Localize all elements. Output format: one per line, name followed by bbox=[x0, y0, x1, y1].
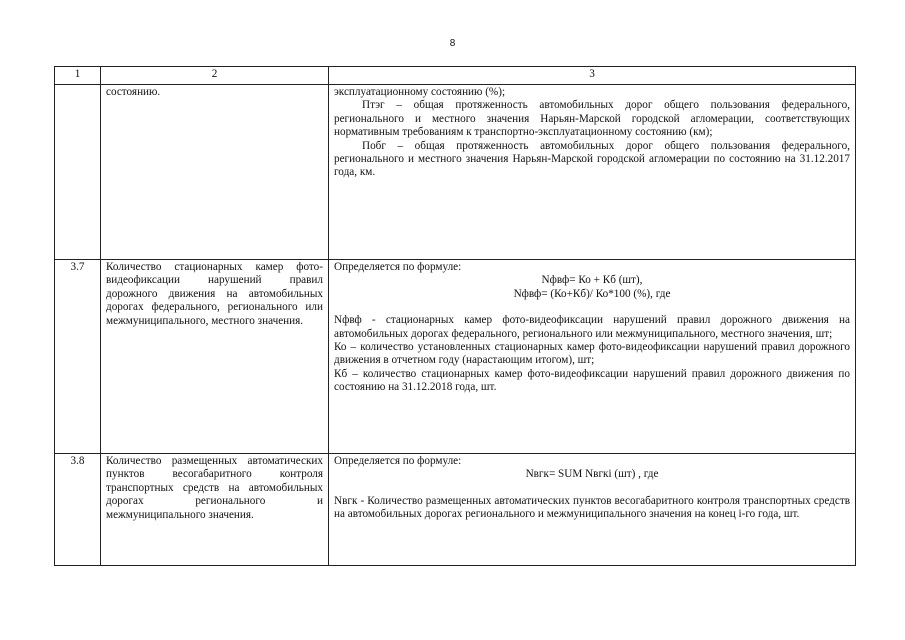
table-row bbox=[55, 260, 856, 454]
indicator-name: Количество размещенных автоматических пунктов весогабаритного контроля транспортных средств на автомобильных дорогах регионального и межмуниципального значения. bbox=[101, 454, 329, 566]
spacer bbox=[334, 482, 850, 495]
page-number: 8 bbox=[449, 38, 456, 49]
indicator-name: Количество стационарных камер фото-видеофиксации нарушений правил дорожного движения на автомобильных дорогах федерального, регионального или межмуниципального, местного значения. bbox=[101, 260, 329, 454]
row-number bbox=[55, 85, 101, 260]
table-row bbox=[55, 454, 856, 566]
spacer bbox=[334, 301, 850, 314]
column-header-1: 1 bbox=[55, 67, 101, 85]
formula-intro: Определяется по формуле: bbox=[334, 455, 462, 467]
indicator-description bbox=[329, 260, 856, 454]
description-paragraph: Птэг – общая протяженность автомобильных дорог общего пользования федерального, регионального и местного значения Нарьян-Марской городской агломерации, соответствующих нормативным требованиям к транспортно-эксплуатационному состоянию (км); bbox=[334, 99, 850, 139]
description-line: эксплуатационному состоянию (%); bbox=[334, 86, 506, 98]
formula-line: Nфвф= Ко + Кб (шт), bbox=[541, 274, 643, 287]
description-paragraph: Nвгк - Количество размещенных автоматических пунктов весогабаритного контроля транспортных средств на автомобильных дорогах регионального и межмуниципального значения на конец i-го года, шт. bbox=[334, 494, 850, 521]
indicator-name: состоянию. bbox=[101, 85, 329, 260]
indicator-description bbox=[329, 85, 856, 260]
formula-line: Nвгк= SUM Nвгкi (шт) , где bbox=[525, 468, 659, 481]
column-header-2: 2 bbox=[101, 67, 329, 85]
table-row bbox=[55, 85, 856, 260]
row-number: 3.8 bbox=[55, 454, 101, 566]
description-paragraph: Побг – общая протяженность автомобильных дорог общего пользования федерального, регионального и местного значения Нарьян-Марской городской агломерации по состоянию на 31.12.2017 года, км. bbox=[334, 139, 850, 179]
description-paragraph: Ко – количество установленных стационарных камер фото-видеофиксации нарушений правил дорожного движения в отчетном году (нарастающим итогом), шт; bbox=[334, 341, 850, 367]
description-paragraph: Кб – количество стационарных камер фото-видеофиксации нарушений правил дорожного движения по состоянию на 31.12.2018 года, шт. bbox=[334, 367, 850, 394]
table-header-row bbox=[55, 67, 856, 85]
formula-intro: Определяется по формуле: bbox=[334, 261, 462, 273]
description-paragraph: Nфвф - стационарных камер фото-видеофиксации нарушений правил дорожного движения на автомобильных дорогах федерального, регионального или межмуниципального, местного значения, шт; bbox=[334, 314, 850, 340]
indicator-description bbox=[329, 454, 856, 566]
formula-line: Nфвф= (Ко+Кб)/ Ко*100 (%), где bbox=[513, 287, 671, 300]
indicators-table bbox=[54, 66, 856, 566]
column-header-3: 3 bbox=[329, 67, 856, 85]
row-number: 3.7 bbox=[55, 260, 101, 454]
